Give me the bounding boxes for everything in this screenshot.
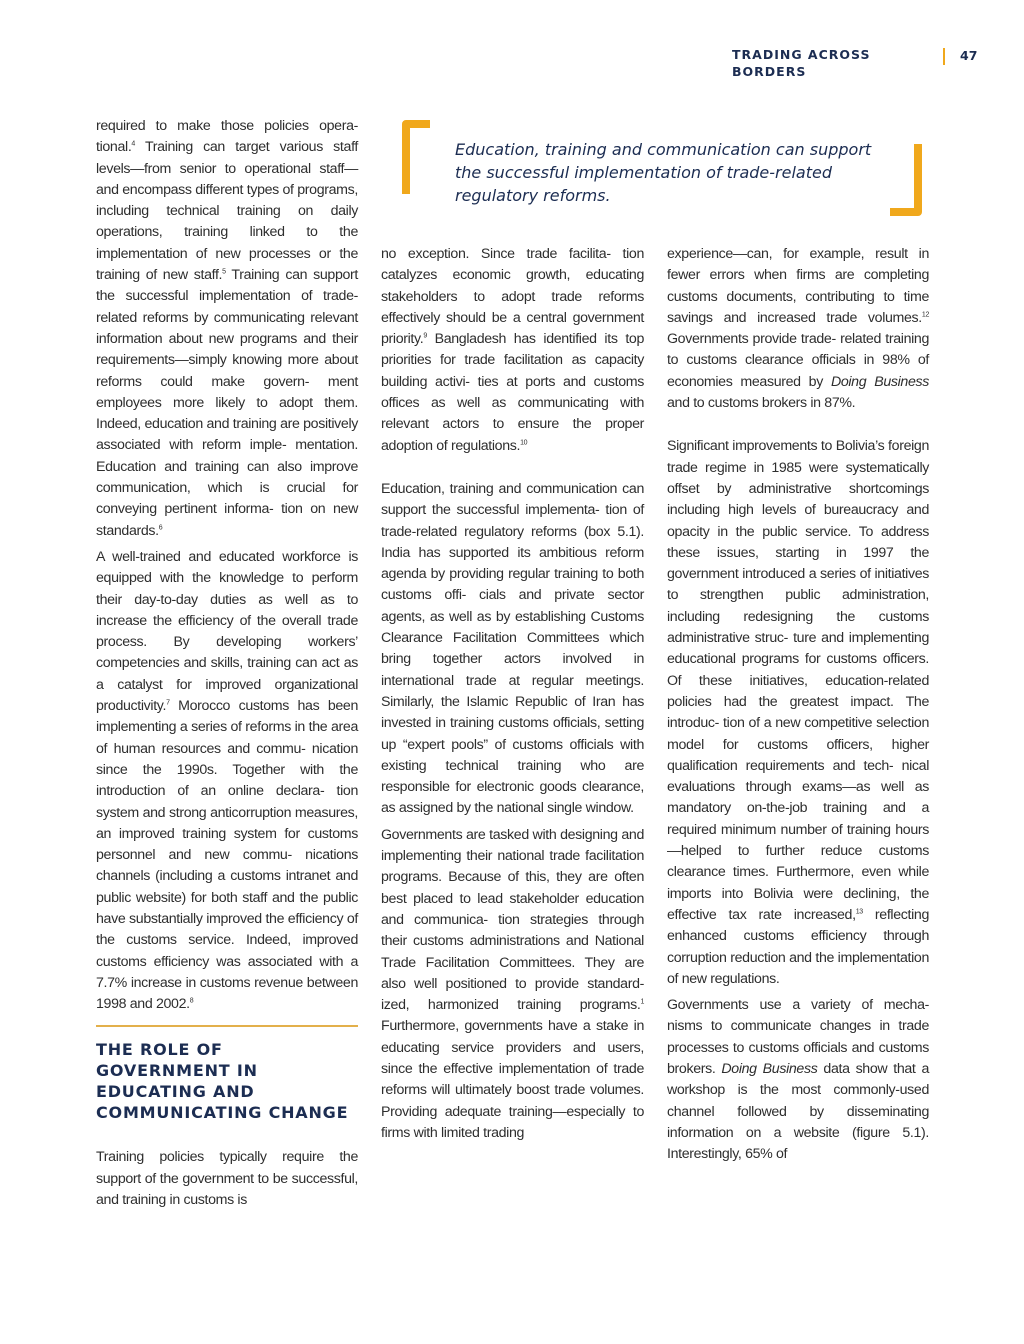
text-run: data show that a workshop is the most commonly-used channel followed by disseminating information on a website (figure 5.1). Interestingly, 65% of <box>667 1060 929 1163</box>
text-run: and to customs brokers in 87%. <box>667 395 856 412</box>
section-title: TRADING ACROSS BORDERS <box>732 47 871 79</box>
text-run: experience—can, for example, result in fewer errors when firms are completing customs documents, contributing to time savings and increased trade volumes. <box>667 246 929 326</box>
footnote-ref: 10 <box>520 438 528 446</box>
text-run: Training can target various staff levels—from senior to operational staff—and encompass different types of programs, including technical training on daily operations, training linked to the implementation of new processes or the training of new staff. <box>96 139 358 284</box>
footnote-ref: 13 <box>855 908 863 916</box>
footnote-ref: 12 <box>921 311 929 319</box>
footnote-ref: 5 <box>222 268 226 276</box>
text-run: A well-trained and educated workforce is equipped with the knowledge to perform their day-to-day duties as well as to increase the efficiency of the overall trade process. By developing workers’ competencies and skills, training can act as a catalyst for improved organizational productivity. <box>96 548 358 715</box>
paragraph <box>667 436 929 990</box>
paragraph <box>96 116 358 542</box>
footnote-ref: 4 <box>131 140 135 148</box>
footnote-ref: 7 <box>166 699 170 707</box>
open-bracket-icon <box>400 120 440 194</box>
text-run: Governments use a variety of mecha- nisms to communicate changes in trade processes to customs officials and customs brokers. <box>667 997 929 1077</box>
paragraph <box>381 244 644 457</box>
footnote-ref: 8 <box>189 997 194 1005</box>
paragraph <box>381 825 644 1144</box>
column-3 <box>667 244 929 1165</box>
paragraph <box>667 995 929 1165</box>
publication-name: Doing Business <box>721 1060 818 1077</box>
footnote-ref: 6 <box>158 523 163 531</box>
header-divider <box>943 48 945 65</box>
running-header <box>732 46 992 86</box>
publication-name: Doing Business <box>830 373 929 390</box>
text-run: required to make those policies opera- tional. <box>96 118 358 156</box>
text-run: Morocco customs has been implementing a series of reforms in the area of human resources and commu- nication since the 1990s. Together with the introduction of an online declara- tion system and strong anticorruption measures, an improved training system for customs personnel and new commu- nications channels (including a customs intranet and public website) for both staff and the public have substantially improved the efficiency of the customs service. Indeed, improved customs efficiency was associated with a 7.7% increase in customs revenue between 1998 and 2002. <box>96 698 358 1013</box>
pull-quote <box>400 118 930 218</box>
footnote-ref: 9 <box>423 332 427 340</box>
section-subheading: THE ROLE OF GOVERNMENT IN EDUCATING AND COMMUNICATING CHANGE <box>96 1040 349 1123</box>
text-run: Bangladesh has identified its top priorities for trade facilitation as capacity building activi- ties at ports and customs offices as well as communicating with relevant actors to ensure the proper adoption of regulations. <box>381 331 644 454</box>
text-run: Training can support the successful implementation of trade-related reforms by communicating relevant information about new programs and their requirements—simply knowing more about reforms could make govern- ment employees more likely to adopt them. Indeed, education and training are positively associated with reform imple- mentation. Education and training can also improve communication, which is crucial for conveying pertinent informa- tion on new standards. <box>96 267 358 539</box>
text-run: Governments provide trade- related training to customs clearance officials in 98% of economies measured by <box>667 331 929 390</box>
paragraph <box>96 547 358 1016</box>
text-run: Governments are tasked with designing and implementing their national trade facilitation programs. Because of this, they are often best placed to lead stakeholder education and communica- tion strategies through their customs administrations and National Trade Facilitation Committees. They are also well positioned to provide standard- ized, harmonized training programs. <box>381 826 644 1014</box>
paragraph <box>667 244 929 414</box>
close-bracket-icon <box>886 144 926 218</box>
page-number: 47 <box>960 48 978 63</box>
pull-quote-text: Education, training and communication can support the successful implementation of trade-related regulatory reforms. <box>455 140 872 205</box>
column-2 <box>381 244 644 1144</box>
footnote-ref: 1 <box>640 998 644 1006</box>
column-1 <box>96 116 358 1211</box>
text-run: Significant improvements to Bolivia’s foreign trade regime in 1985 were systematically offset by administrative shortcomings including high levels of bureaucracy and opacity in the public service. To address these issues, starting in 1997 the government introduced a series of initiatives to strengthen public administration, including redesigning the customs administrative struc- ture and implementing educational programs for customs officers. Of these initiatives, education-related policies had the greatest impact. The introduc- tion of a new competitive selection model for customs officers, higher qualification requirements and tech- nical evaluations through exams—as well as mandatory on-the-job training and a required minimum number of training hours—helped to further reduce customs clearance times. Furthermore, even while imports into Bolivia were declining, the effective tax rate increased, <box>667 438 929 923</box>
paragraph: Training policies typically require the support of the government to be successful, and training in customs is <box>96 1149 358 1209</box>
heading-rule <box>96 1025 358 1027</box>
paragraph: Education, training and communication can support the successful implementa- tion of trade-related regulatory reforms (box 5.1). India has supported its ambitious reform agenda by providing regular training to both customs offi- cials and private sector agents, as well as by establishing Customs Clearance Facilitation Committees which bring together actors involved in international trade at regular meetings. Similarly, the Islamic Republic of Iran has invested in training customs officials, setting up “expert pools” of customs officials with existing technical training who are responsible for electronic goods clearance, as assigned by the national single window. <box>381 480 644 817</box>
text-run: reflecting enhanced customs efficiency through corruption reduction and the implementation of new regulations. <box>667 906 929 987</box>
text-run: Furthermore, governments have a stake in educating service providers and users, since the effective implementation of trade reforms will ultimately boost trade volumes. Providing adequate training—especially to firms with limited trading <box>381 1018 644 1141</box>
text-run: no exception. Since trade facilita- tion catalyzes economic growth, educating stakeholders to adopt trade reforms effectively should be a central government priority. <box>381 246 644 348</box>
